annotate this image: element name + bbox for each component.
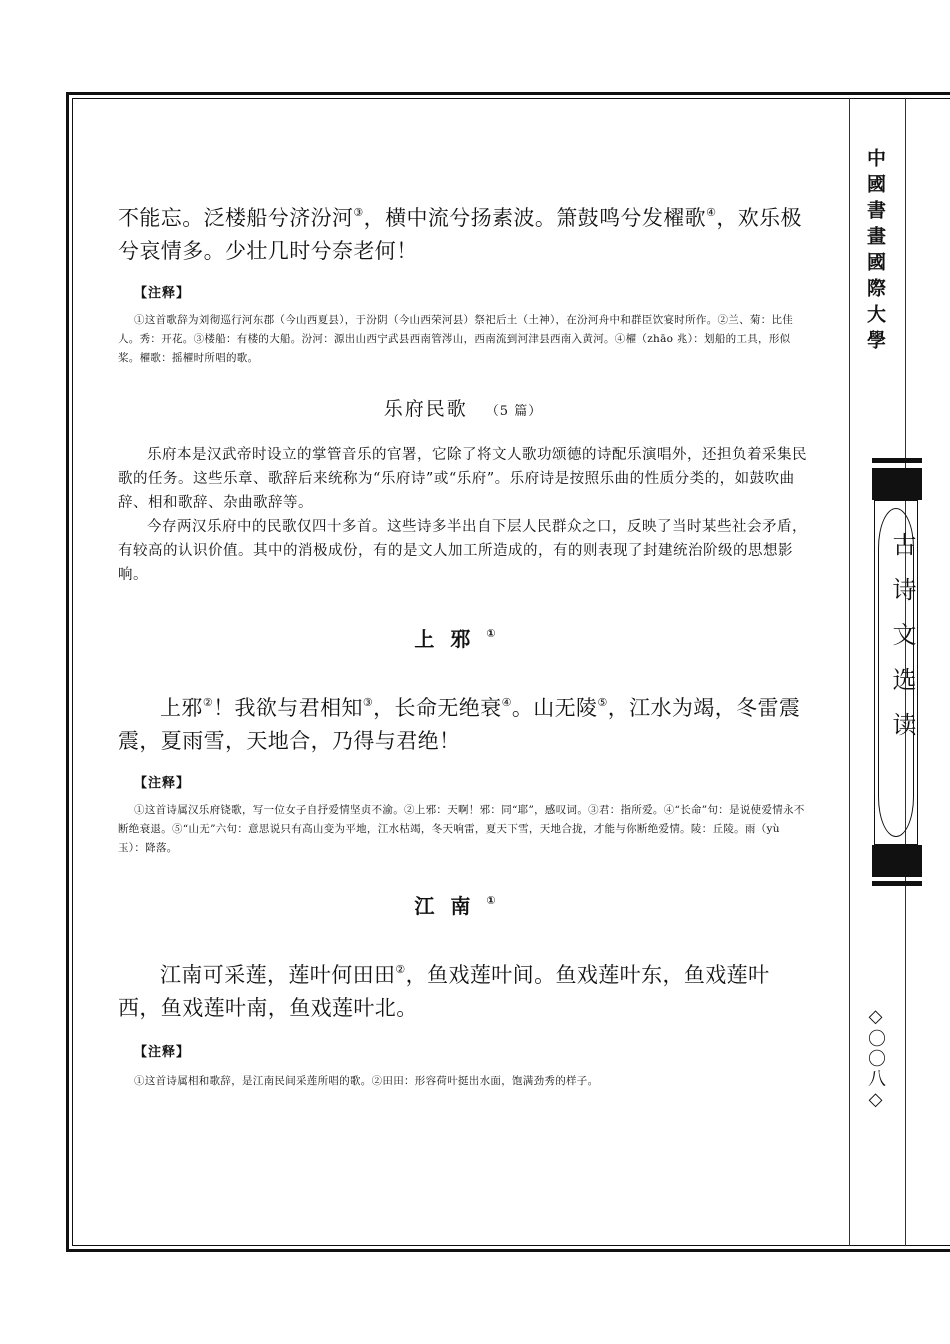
page-number: ◇〇〇八◇: [865, 1006, 886, 1112]
notes-heading: 【注释】: [134, 776, 191, 791]
poem-text: 上邪②！我欲与君相知③，长命无绝衰④。山无陵⑤，江水为竭，冬雷震震，夏雨雪，天地合，乃得与君绝！: [118, 696, 801, 753]
notes-text: ①这首诗属汉乐府铙歌，写一位女子自抒爱情坚贞不渝。②上邪：天啊！邪：同“耶”，感叹词。③君：指所爱。④“长命”句：是说使爱情永不断绝衰退。⑤“山无”六句：意思说只有高山变为平地，江水枯竭，冬天响雷，夏天下雪，天地合拢，才能与你断绝爱情。陵：丘陵。雨（yù 玉）：降落。: [118, 804, 805, 854]
notes-text: ①这首诗属相和歌辞，是江南民间采莲所唱的歌。②田田：形容荷叶挺出水面，饱满劲秀的样子。: [134, 1075, 599, 1087]
section-intro-paragraph: 乐府本是汉武帝时设立的掌管音乐的官署，它除了将文人歌功颂德的诗配乐演唱外，还担负着采集民歌的任务。这些乐章、歌辞后来统称为“乐府诗”或“乐府”。乐府诗是按照乐曲的性质分类的，如鼓吹曲辞、相和歌辞、杂曲歌辞等。: [118, 447, 807, 511]
poem-tail-text: 不能忘。泛楼船兮济汾河③，横中流兮扬素波。箫鼓鸣兮发櫂歌④，欢乐极兮哀情多。少壮几时兮奈老何！: [118, 206, 802, 263]
notes-heading: 【注释】: [134, 286, 191, 301]
book-title: 古诗文选读: [888, 532, 916, 757]
poem-title: 上邪①: [414, 627, 512, 651]
main-content: [118, 196, 808, 1091]
series-title: 中國書畫國際大學: [864, 148, 886, 356]
section-title: 乐府民歌 （5 篇）: [383, 398, 543, 420]
book-title-band-bottom: [872, 881, 922, 886]
poem-title: 江南①: [414, 894, 512, 918]
section-intro-paragraph: 今存两汉乐府中的民歌仅四十多首。这些诗多半出自下层人民群众之口，反映了当时某些社会矛盾，有较高的认识价值。其中的消极成份，有的是文人加工所造成的，有的则表现了封建统治阶级的思想影响。: [118, 519, 807, 583]
book-title-band-top: [872, 458, 922, 463]
book-title-band-lower: [872, 845, 922, 877]
book-title-band-upper: [872, 468, 922, 500]
notes-text: ①这首歌辞为刘彻巡行河东郡（今山西夏县），于汾阴（今山西荣河县）祭祀后土（土神），在汾河舟中和群臣饮宴时所作。②兰、菊：比佳人。秀：开花。③楼船：有楼的大船。汾河：源出山西宁武县西南管涔山，西南流到河津县西南入黄河。④櫂（zhāo 兆）：划船的工具，形似桨。櫂歌：摇櫂时所唱的歌。: [118, 314, 794, 364]
sidebar-rule-left: [849, 98, 850, 1246]
poem-text: 江南可采莲，莲叶何田田②，鱼戏莲叶间。鱼戏莲叶东，鱼戏莲叶西，鱼戏莲叶南，鱼戏莲叶北。: [118, 963, 770, 1020]
notes-heading: 【注释】: [134, 1045, 191, 1060]
